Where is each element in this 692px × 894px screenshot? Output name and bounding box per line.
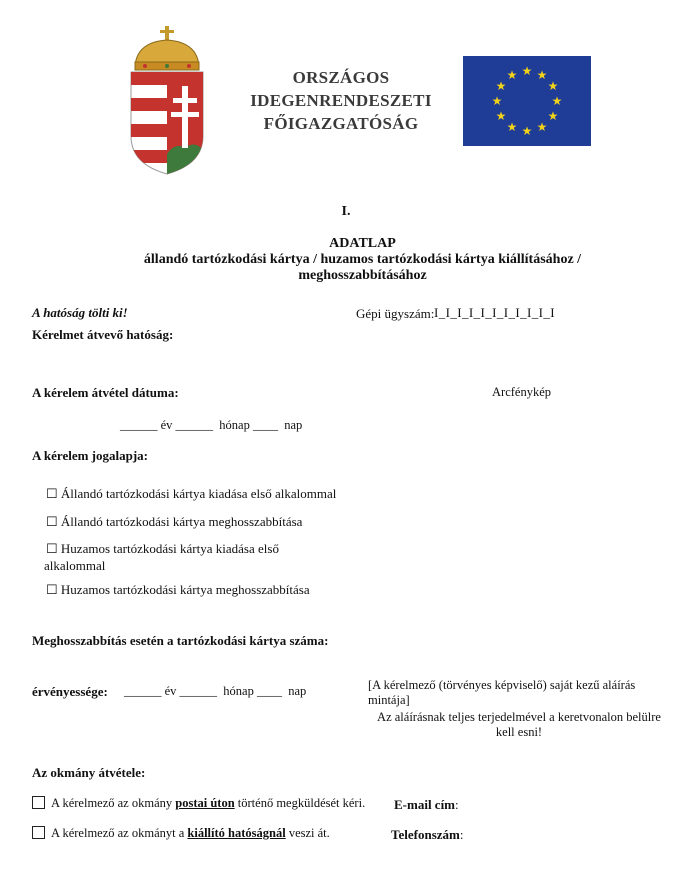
org-line-2: IDEGENRENDESZETI <box>250 91 432 110</box>
email-label: E-mail cím <box>394 797 456 812</box>
eu-star-icon: ★ <box>521 64 533 78</box>
renewal-card-number-label: Meghosszabbítás esetén a tartózkodási kártya száma: <box>32 633 329 648</box>
phone-label: Telefonszám <box>391 827 460 842</box>
pickup-office-suffix: veszi át. <box>285 826 330 840</box>
option-longterm-first[interactable]: ☐ Huzamos tartózkodási kártya kiadása első <box>46 541 279 556</box>
option-longterm-first-cont: alkalommal <box>44 558 106 573</box>
organization-name <box>236 66 446 135</box>
signature-instruction-line-2: kell esni! <box>495 725 543 739</box>
validity-label: érvényessége: <box>32 684 108 699</box>
legal-basis-label: A kérelem jogalapja: <box>32 448 149 463</box>
email-field-label[interactable] <box>394 797 459 813</box>
case-number-label: Gépi ügyszám: <box>356 306 435 321</box>
pickup-office-prefix: A kérelmező az okmányt a <box>51 826 188 840</box>
option-longterm-renewal[interactable]: ☐ Huzamos tartózkodási kártya meghosszabbítása <box>46 582 310 597</box>
eu-star-icon: ★ <box>547 109 559 123</box>
receiving-authority-label: Kérelmet átvevő hatóság: <box>32 327 174 342</box>
eu-star-icon: ★ <box>491 94 503 108</box>
eu-star-icon: ★ <box>536 68 548 83</box>
signature-instruction-line-1: Az aláírásnak teljes terjedelmével a keretvonalon belülre <box>377 710 661 724</box>
pickup-post-prefix: A kérelmező az okmány <box>51 796 176 810</box>
form-title: ADATLAP <box>329 236 396 251</box>
email-colon: : <box>455 797 459 812</box>
pickup-office-emphasis: kiállító hatóságnál <box>187 826 286 840</box>
eu-star-icon: ★ <box>521 124 533 138</box>
eu-flag <box>463 56 591 146</box>
form-subtitle-line-1: állandó tartózkodási kártya / huzamos tartózkodási kártya kiállításához / <box>143 252 582 267</box>
eu-star-icon: ★ <box>536 119 548 134</box>
org-line-1: ORSZÁGOS <box>292 68 390 87</box>
org-line-3: FŐIGAZGATÓSÁG <box>263 114 419 133</box>
pickup-post-emphasis: postai úton <box>175 796 235 810</box>
pickup-office-checkbox[interactable] <box>32 826 45 839</box>
phone-field-label[interactable] <box>391 827 463 843</box>
hungarian-coat-of-arms <box>125 24 209 176</box>
section-number: I. <box>341 204 351 219</box>
option-permanent-first[interactable]: ☐ Állandó tartózkodási kártya kiadása első alkalommal <box>46 486 337 501</box>
receipt-date-field[interactable]: ______ év ______ hónap ____ nap <box>120 418 303 432</box>
eu-star-icon: ★ <box>551 94 563 108</box>
pickup-post-checkbox[interactable] <box>32 796 45 809</box>
eu-star-icon: ★ <box>506 68 518 83</box>
photo-placeholder-label: Arcfénykép <box>492 385 551 399</box>
eu-star-icon: ★ <box>495 109 507 123</box>
pickup-office-option[interactable] <box>32 826 330 841</box>
pickup-post-option[interactable] <box>32 796 365 811</box>
case-number-field[interactable]: I_I_I_I_I_I_I_I_I_I_I <box>434 305 556 320</box>
phone-colon: : <box>459 827 464 842</box>
pickup-label: Az okmány átvétele: <box>32 765 146 780</box>
option-permanent-renewal[interactable]: ☐ Állandó tartózkodási kártya meghosszabbítása <box>46 514 303 529</box>
form-subtitle-line-2: meghosszabbításához <box>298 268 427 283</box>
authority-note: A hatóság tölti ki! <box>32 305 128 320</box>
eu-star-icon: ★ <box>506 119 518 134</box>
signature-note-line-2: mintája] <box>368 693 410 707</box>
validity-date-field[interactable]: ______ év ______ hónap ____ nap <box>124 684 307 698</box>
signature-note-line-1: [A kérelmező (törvényes képviselő) saját kezű aláírás <box>368 678 636 692</box>
eu-star-icon: ★ <box>495 79 507 93</box>
eu-star-icon: ★ <box>547 79 559 93</box>
receipt-date-label: A kérelem átvétel dátuma: <box>32 385 179 400</box>
pickup-post-suffix: történő megküldését kéri. <box>234 796 366 810</box>
